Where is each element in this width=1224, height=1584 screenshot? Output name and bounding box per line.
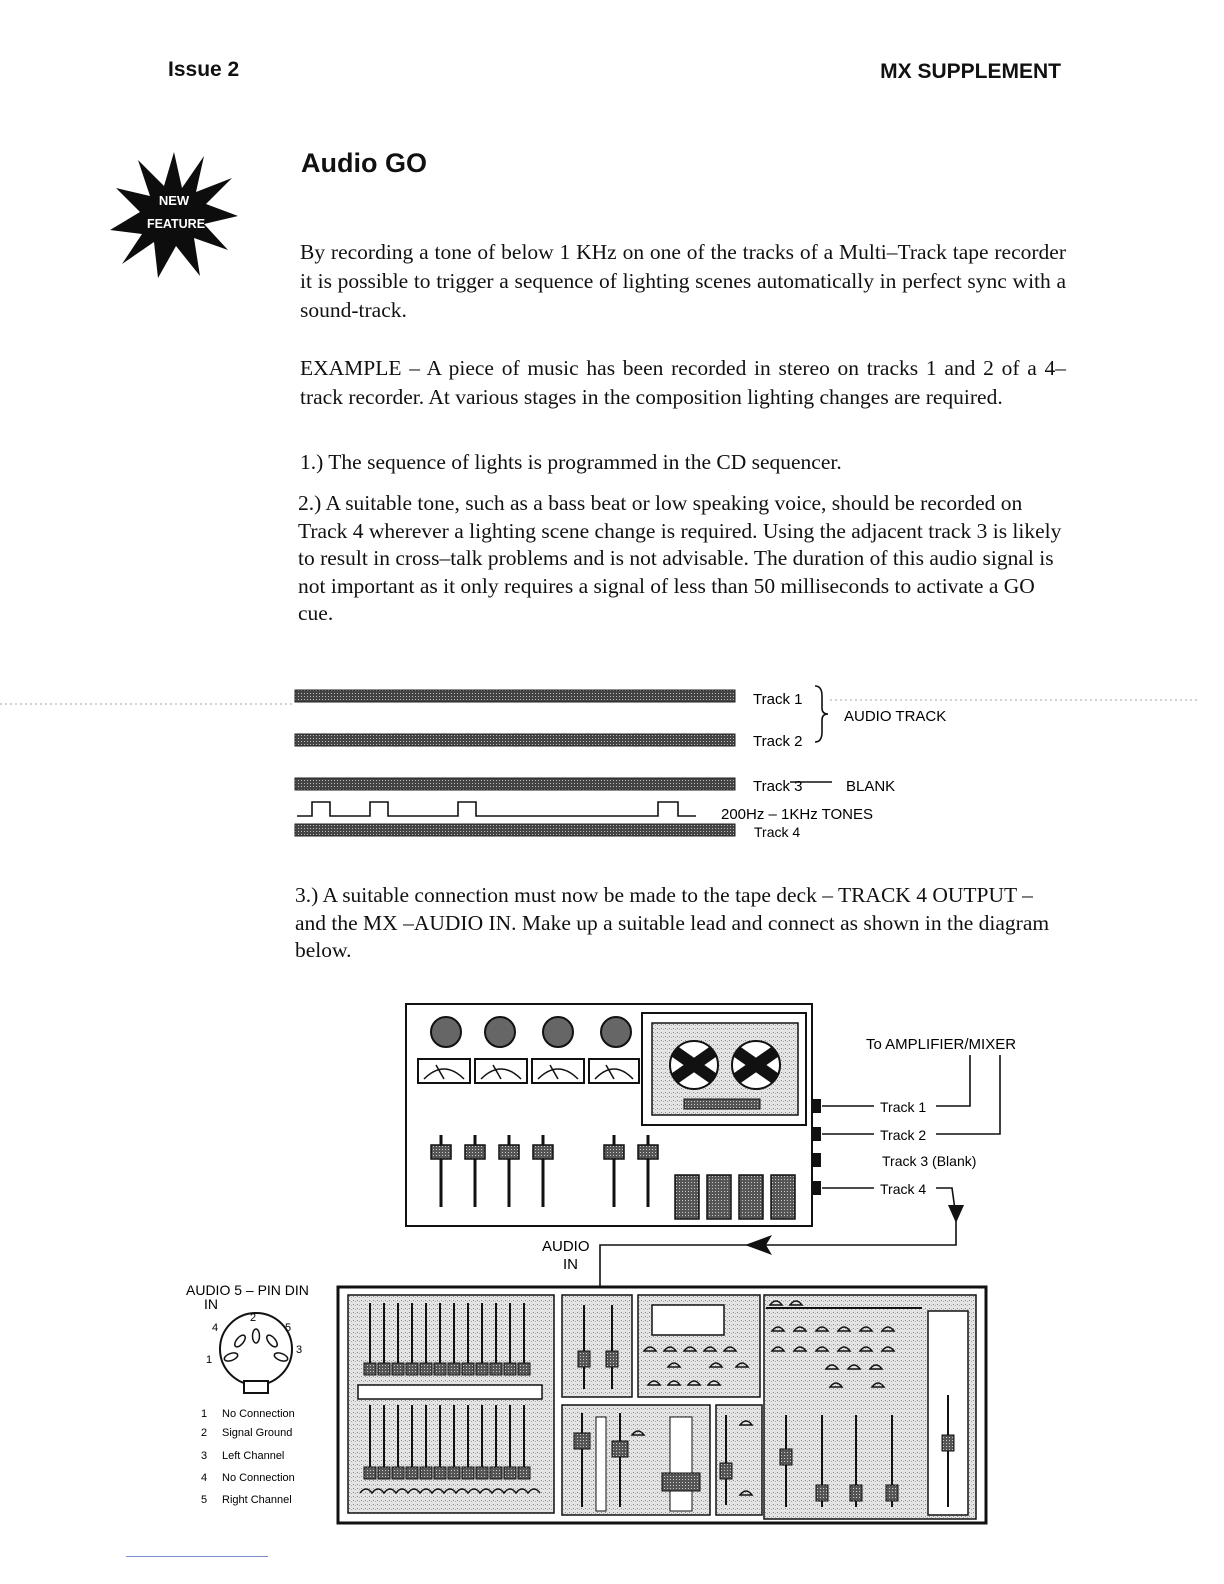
badge-line1: NEW: [158, 193, 190, 208]
audio-track-label: AUDIO TRACK: [844, 708, 947, 725]
pin-label-2: 2: [250, 1312, 257, 1324]
tape-deck: [406, 1004, 821, 1226]
intro-paragraph: By recording a tone of below 1 KHz on one of the tracks of a Multi–Track tape recorder it is possible to trigger a sequence of lighting scenes automatically in perfect sync with a sound-track.: [300, 240, 1066, 322]
step-3: 3.) A suitable connection must now be made to the tape deck – TRACK 4 OUTPUT – and the MX –AUDIO IN. Make up a suitable lead and connect as shown in the diagram below.: [295, 883, 1050, 962]
pin-num-4: 4: [201, 1472, 208, 1484]
track-2-label: Track 2: [753, 733, 803, 750]
tone-pulses: [297, 802, 696, 816]
audio-brace: [815, 686, 828, 742]
pin-label-4: 4: [212, 1322, 219, 1334]
out-track-1-label: Track 1: [880, 1099, 927, 1115]
track-2-bar: [295, 734, 735, 746]
pin-desc-4: No Connection: [222, 1472, 295, 1484]
out-track-4-label: Track 4: [880, 1181, 927, 1197]
pin-desc-2: Signal Ground: [222, 1427, 293, 1439]
pin-desc-3: Left Channel: [222, 1450, 285, 1462]
issue-label: Issue 2: [168, 58, 240, 81]
step-2: 2.) A suitable tone, such as a bass beat or low speaking voice, should be recorded on Track 4 wherever a lighting scene change is required. Using the adjacent track 3 is likely to result in cross–talk problems and is not advisable. The duration of this audio signal is not important as it only requires a signal of less than 50 milliseconds to activate a GO cue.: [298, 491, 1062, 625]
new-feature-badge: [108, 150, 240, 280]
din-title-2: IN: [204, 1296, 218, 1312]
track-4-label: Track 4: [754, 824, 801, 840]
blank-label: BLANK: [846, 778, 896, 795]
pin-desc-1: No Connection: [222, 1408, 295, 1420]
step-1: 1.) The sequence of lights is programmed in the CD sequencer.: [300, 450, 842, 474]
page-title: Audio GO: [301, 148, 427, 178]
track-3-bar: [295, 778, 735, 790]
supplement-label: MX SUPPLEMENT: [880, 60, 1061, 83]
out-track-2-label: Track 2: [880, 1127, 927, 1143]
out-track-3-label: Track 3 (Blank): [882, 1153, 977, 1169]
badge-line2: FEATURE: [146, 217, 206, 231]
din-connector: [186, 1282, 309, 1506]
pin-label-1: 1: [206, 1354, 213, 1366]
track-1-label: Track 1: [753, 691, 803, 708]
connection-diagram: [0, 995, 1224, 1535]
audio-in-label-1: AUDIO: [542, 1238, 590, 1255]
pin-label-3: 3: [296, 1344, 303, 1356]
pin-num-3: 3: [201, 1450, 208, 1462]
mx-console: [338, 1287, 986, 1523]
example-paragraph: EXAMPLE – A piece of music has been recorded in stereo on tracks 1 and 2 of a 4–track recorder. At various stages in the composition lighting changes are required.: [300, 356, 1066, 409]
pin-num-5: 5: [201, 1494, 208, 1506]
pin-num-2: 2: [201, 1427, 208, 1439]
down-arrow-icon: [948, 1205, 964, 1223]
pin-label-5: 5: [285, 1322, 292, 1334]
starburst-icon: [108, 150, 240, 280]
pin-desc-5: Right Channel: [222, 1494, 292, 1506]
tones-label: 200Hz – 1KHz TONES: [721, 806, 874, 823]
to-amplifier-label: To AMPLIFIER/MIXER: [866, 1036, 1017, 1053]
din-title-1: AUDIO 5 – PIN DIN: [186, 1282, 309, 1298]
track-3-label: Track 3: [753, 778, 803, 795]
pin-num-1: 1: [201, 1408, 208, 1420]
track-diagram: [0, 680, 1224, 850]
footer-rule: [126, 1556, 268, 1557]
track-1-bar: [295, 690, 735, 702]
track-4-bar: [295, 824, 735, 836]
audio-in-label-2: IN: [563, 1256, 578, 1273]
